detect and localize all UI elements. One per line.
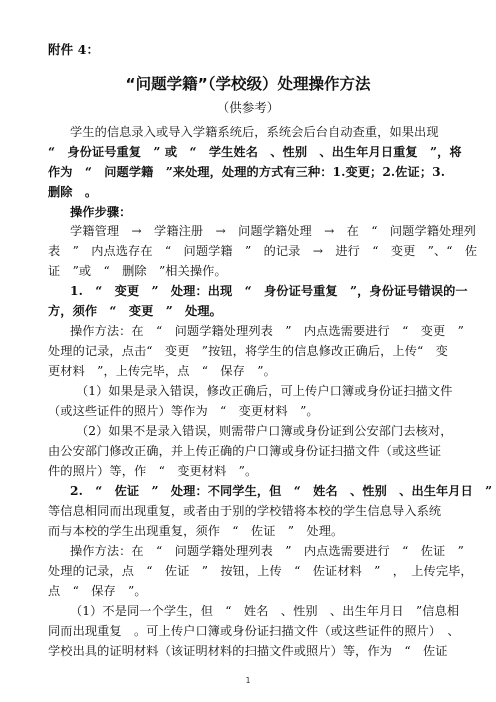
paragraph-line: 件的照片）等，作 “ 变更材料 ”。 — [48, 464, 258, 478]
section-heading: 操作步骤： — [70, 205, 132, 219]
page-subtitle: （供参考） — [216, 100, 280, 115]
page-title: “问题学籍”（学校级）处理操作方法 — [125, 75, 371, 93]
paragraph-line: 而与本校的学生出现重复，须作 “ 佐证 ” 处理。 — [48, 524, 344, 538]
paragraph-line: 处理的记录，点 “ 佐证 ” 按钮，上传 “ 佐证材料 ” ， 上传完毕， — [48, 564, 473, 578]
paragraph-line: 同而出现重复 。可上传户口簿或身份证扫描文件（或这些证件的照片） 、 — [48, 624, 460, 638]
paragraph-line: 由公安部门修改正确，并上传正确的户口簿或身份证扫描文件（或这些证 — [48, 444, 442, 458]
paragraph-line: 点 “ 保存 ”。 — [48, 584, 147, 598]
paragraph-line: 表 ” 内点选存在 “ 问题学籍 ” 的记录 → 进行 “ 变更 ”、“ 佐 — [48, 244, 478, 258]
paragraph-line: （2）如果不是录入错误，则需带户口簿或身份证到公安部门去核对， — [76, 424, 453, 438]
paragraph-line: （1）不是同一个学生，但 “ 姓名 、性别 、出生年月日 ”信息相 — [70, 604, 460, 618]
paragraph-line: 删除 。 — [48, 185, 98, 199]
annex-label: 附件 4： — [48, 42, 100, 57]
paragraph-line: 2. “ 佐证 ” 处理：不同学生，但 “ 姓名 、性别 、出生年月日 ” — [70, 484, 493, 498]
paragraph-line: 1. “ 变更 ” 处理：出现 “ 身份证号重复 ”，身份证号错误的一 — [70, 284, 468, 298]
paragraph-line: 学生的信息录入或导入学籍系统后，系统会后台自动查重，如果出现 — [70, 125, 439, 139]
paragraph-line: 操作方法：在 “ 问题学籍处理列表 ” 内点选需要进行 “ 变更 ” — [70, 324, 464, 338]
paragraph-line: “ 身份证号重复 ” 或 “ 学生姓名 、性别 、出生年月日重复 ”，将 — [48, 145, 462, 159]
paragraph-line: 操作方法：在 “ 问题学籍处理列表 ” 内点选需要进行 “ 佐证 ” — [70, 544, 464, 558]
paragraph-line: 作为 “ 问题学籍 ”来处理，处理的方式有三种：1.变更；2.佐证；3. — [48, 165, 446, 179]
paragraph-line: 处理的记录，点击“ 变更 ”按钮，将学生的信息修改正确后，上传“ 变 — [48, 344, 448, 358]
paragraph-line: （1）如果是录入错误，修改正确后，可上传户口簿或身份证扫描文件 — [76, 384, 453, 398]
paragraph-line: 等信息相同而出现重复，或者由于别的学校错将本校的学生信息导入系统 — [48, 504, 442, 518]
paragraph-line: （或这些证件的照片）等作为 “ 变更材料 ”。 — [48, 404, 319, 418]
page-number: 1 — [245, 676, 251, 685]
paragraph-line: 学籍管理 → 学籍注册 → 问题学籍处理 → 在 “ 问题学籍处理列 — [70, 224, 476, 238]
paragraph-line: 学校出具的证明材料（该证明材料的扫描文件或照片）等，作为 “ 佐证 — [48, 644, 448, 658]
paragraph-line: 证 ”或 “ 删除 ”相关操作。 — [48, 264, 227, 278]
paragraph-line: 方，须作 “ 变更 ” 处理。 — [48, 304, 222, 318]
paragraph-line: 更材料 ”，上传完毕，点 “ 保存 ”。 — [48, 364, 276, 378]
